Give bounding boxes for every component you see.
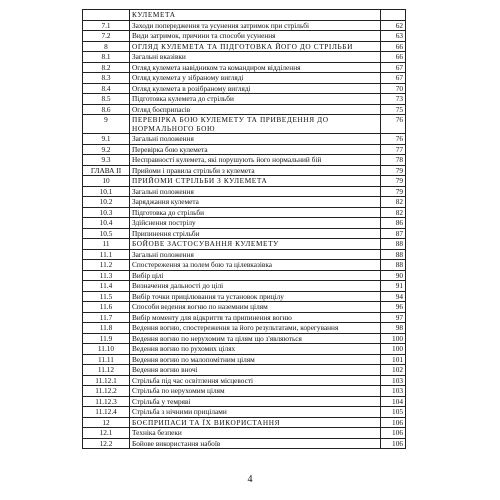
toc-row — [83, 155, 406, 166]
toc-page: 73 — [381, 94, 406, 105]
toc-title: Спостереження за полем бою та цілевказівка — [130, 260, 381, 271]
toc-page: 98 — [381, 323, 406, 334]
toc-page: 106 — [381, 428, 406, 439]
toc-page: 66 — [381, 41, 406, 52]
toc-number: 8.5 — [83, 94, 130, 105]
toc-page — [381, 10, 406, 21]
toc-row — [83, 249, 406, 260]
toc-page: 63 — [381, 31, 406, 42]
toc-title: Ведення вогню по рухомих цілях — [130, 344, 381, 355]
toc-body — [83, 10, 406, 449]
toc-number — [83, 10, 130, 21]
toc-title: КУЛЕМЕТА — [130, 10, 381, 21]
toc-page: 88 — [381, 239, 406, 250]
toc-number: 11.3 — [83, 270, 130, 281]
toc-row — [83, 134, 406, 145]
toc-page: 70 — [381, 83, 406, 94]
toc-row — [83, 228, 406, 239]
toc-row — [83, 333, 406, 344]
toc-page: 96 — [381, 302, 406, 313]
toc-number: 7.1 — [83, 20, 130, 31]
toc-page: 75 — [381, 104, 406, 115]
toc-number: 11.8 — [83, 323, 130, 334]
toc-section-row — [83, 41, 406, 52]
toc-page: 101 — [381, 354, 406, 365]
toc-page: 97 — [381, 312, 406, 323]
toc-page: 106 — [381, 438, 406, 449]
toc-title: Стрільба по нерухомим цілям — [130, 386, 381, 397]
toc-page: 100 — [381, 333, 406, 344]
toc-number: 11.5 — [83, 291, 130, 302]
toc-title: Види затримок, причини та способи усунення — [130, 31, 381, 42]
toc-number: 11.4 — [83, 281, 130, 292]
toc-page: 103 — [381, 375, 406, 386]
toc-title: Стрільба у темряві — [130, 396, 381, 407]
toc-number: 9 — [83, 115, 130, 134]
toc-page: 76 — [381, 134, 406, 145]
toc-number: 11.10 — [83, 344, 130, 355]
toc-row — [83, 104, 406, 115]
toc-title: Загальні положення — [130, 134, 381, 145]
toc-title: Визначення дальності до цілі — [130, 281, 381, 292]
toc-number: 11.6 — [83, 302, 130, 313]
toc-title: Підготовка до стрільби — [130, 207, 381, 218]
toc-row — [83, 428, 406, 439]
toc-number: 11.12.2 — [83, 386, 130, 397]
toc-title: Ведення вогню по малопомітним цілям — [130, 354, 381, 365]
toc-row — [83, 20, 406, 31]
toc-row — [83, 354, 406, 365]
toc-number: 8.4 — [83, 83, 130, 94]
toc-row — [83, 260, 406, 271]
toc-section-row — [83, 417, 406, 428]
toc-title: Огляд кулемета в розібраному вигляді — [130, 83, 381, 94]
toc-page: 105 — [381, 407, 406, 418]
toc-number: 9.1 — [83, 134, 130, 145]
toc-row — [83, 323, 406, 334]
toc-title: Загальні положення — [130, 249, 381, 260]
toc-title: Техніка безпеки — [130, 428, 381, 439]
toc-number: 11.2 — [83, 260, 130, 271]
toc-number: 10 — [83, 176, 130, 187]
toc-number: 12.1 — [83, 428, 130, 439]
toc-number: 11.11 — [83, 354, 130, 365]
toc-page: 90 — [381, 270, 406, 281]
toc-title: Загальні вказівки — [130, 52, 381, 63]
toc-page: 87 — [381, 228, 406, 239]
toc-row — [83, 281, 406, 292]
toc-title: Огляд кулемета навідником та командиром відділення — [130, 62, 381, 73]
toc-title: Загальні положення — [130, 186, 381, 197]
toc-number: 8.6 — [83, 104, 130, 115]
toc-page: 102 — [381, 365, 406, 376]
toc-page: 78 — [381, 155, 406, 166]
toc-title: ПРИЙОМИ СТРІЛЬБИ З КУЛЕМЕТА — [130, 176, 381, 187]
toc-number: 8.3 — [83, 73, 130, 84]
toc-number: 10.2 — [83, 197, 130, 208]
toc-title: Ведення вогню по нерухомим та цілям що з'являються — [130, 333, 381, 344]
toc-row — [83, 344, 406, 355]
toc-row — [83, 207, 406, 218]
toc-page: 67 — [381, 73, 406, 84]
toc-title: Прийоми і правила стрільби з кулемета — [130, 165, 381, 176]
toc-row — [83, 365, 406, 376]
toc-number: 12.2 — [83, 438, 130, 449]
toc-row — [83, 197, 406, 208]
toc-page: 79 — [381, 176, 406, 187]
toc-row — [83, 270, 406, 281]
toc-page: 104 — [381, 396, 406, 407]
toc-title: Припинення стрільби — [130, 228, 381, 239]
toc-title: Стрільба під час освітлення місцевості — [130, 375, 381, 386]
toc-title: Заряджання кулемета — [130, 197, 381, 208]
toc-row — [83, 218, 406, 229]
toc-row — [83, 31, 406, 42]
toc-row — [83, 312, 406, 323]
toc-section-row — [83, 115, 406, 134]
toc-number: 7.2 — [83, 31, 130, 42]
toc-page: 76 — [381, 115, 406, 134]
toc-row — [83, 291, 406, 302]
toc-page: 79 — [381, 165, 406, 176]
toc-row — [83, 94, 406, 105]
toc-number: 11.12.3 — [83, 396, 130, 407]
toc-number: 10.1 — [83, 186, 130, 197]
toc-row — [83, 396, 406, 407]
toc-title: Вибір цілі — [130, 270, 381, 281]
toc-row — [83, 186, 406, 197]
toc-number: 10.4 — [83, 218, 130, 229]
toc-title: Вибір точки прицілювання та установок прицілу — [130, 291, 381, 302]
toc-number: 11.7 — [83, 312, 130, 323]
toc-section-row — [83, 10, 406, 21]
toc-number: 8.2 — [83, 62, 130, 73]
toc-page: 66 — [381, 52, 406, 63]
toc-row — [83, 73, 406, 84]
toc-number: 11.12.4 — [83, 407, 130, 418]
toc-number: 11 — [83, 239, 130, 250]
toc-page: 103 — [381, 386, 406, 397]
toc-section-row — [83, 176, 406, 187]
toc-title: Стрільба з нічними прицілами — [130, 407, 381, 418]
toc-section-row — [83, 239, 406, 250]
toc-number: 10.3 — [83, 207, 130, 218]
toc-number: 11.12.1 — [83, 375, 130, 386]
toc-number: 11.1 — [83, 249, 130, 260]
toc-title: Ведення вогню, спостереження за його результатами, корегування — [130, 323, 381, 334]
toc-title: Підготовка кулемета до стрільби — [130, 94, 381, 105]
toc-title: ОГЛЯД КУЛЕМЕТА ТА ПІДГОТОВКА ЙОГО ДО СТРІЛЬБИ — [130, 41, 381, 52]
toc-title: БОЙОВЕ ЗАСТОСУВАННЯ КУЛЕМЕТУ — [130, 239, 381, 250]
toc-number: 11.12 — [83, 365, 130, 376]
toc-title: Способи ведення вогню по наземним цілям — [130, 302, 381, 313]
page-number: 4 — [247, 474, 253, 485]
toc-page: 106 — [381, 417, 406, 428]
toc-title: Ведення вогню вночі — [130, 365, 381, 376]
toc-page: 100 — [381, 344, 406, 355]
toc-row — [83, 375, 406, 386]
toc-row — [83, 438, 406, 449]
toc-number: 9.2 — [83, 144, 130, 155]
toc-row — [83, 83, 406, 94]
toc-row — [83, 52, 406, 63]
toc-page: 82 — [381, 207, 406, 218]
toc-title: Здійснення пострілу — [130, 218, 381, 229]
toc-page: 67 — [381, 62, 406, 73]
toc-row — [83, 62, 406, 73]
toc-title: Огляд кулемета у зібраному вигляді — [130, 73, 381, 84]
toc-row — [83, 407, 406, 418]
toc-number: 12 — [83, 417, 130, 428]
toc-page: 94 — [381, 291, 406, 302]
toc-page: 86 — [381, 218, 406, 229]
toc-title: ПЕРЕВІРКА БОЮ КУЛЕМЕТУ ТА ПРИВЕДЕННЯ ДО НОРМАЛЬНОГО БОЮ — [130, 115, 381, 134]
toc-number: 8.1 — [83, 52, 130, 63]
toc-title: БОЄПРИПАСИ ТА ЇХ ВИКОРИСТАННЯ — [130, 417, 381, 428]
toc-title: Вибір моменту для відкриття та припинення вогню — [130, 312, 381, 323]
toc-title: Бойове використання набоїв — [130, 438, 381, 449]
toc-number: 11.9 — [83, 333, 130, 344]
toc-number: ГЛАВА ІІ — [83, 165, 130, 176]
toc-page: 77 — [381, 144, 406, 155]
toc-number: 10.5 — [83, 228, 130, 239]
toc-title: Огляд боєприпасів — [130, 104, 381, 115]
toc-row — [83, 144, 406, 155]
toc-number: 8 — [83, 41, 130, 52]
toc-row — [83, 165, 406, 176]
toc-row — [83, 302, 406, 313]
toc-title: Заходи попередження та усунення затримок при стрільбі — [130, 20, 381, 31]
toc-page: 88 — [381, 249, 406, 260]
toc-number: 9.3 — [83, 155, 130, 166]
toc-page: 79 — [381, 186, 406, 197]
toc-title: Несправності кулемета, які порушують його нормальний бій — [130, 155, 381, 166]
toc-title: Перевірка бою кулемета — [130, 144, 381, 155]
toc-row — [83, 386, 406, 397]
toc-page: 91 — [381, 281, 406, 292]
table-of-contents — [82, 9, 406, 449]
toc-page: 88 — [381, 260, 406, 271]
toc-page: 62 — [381, 20, 406, 31]
toc-page: 82 — [381, 197, 406, 208]
